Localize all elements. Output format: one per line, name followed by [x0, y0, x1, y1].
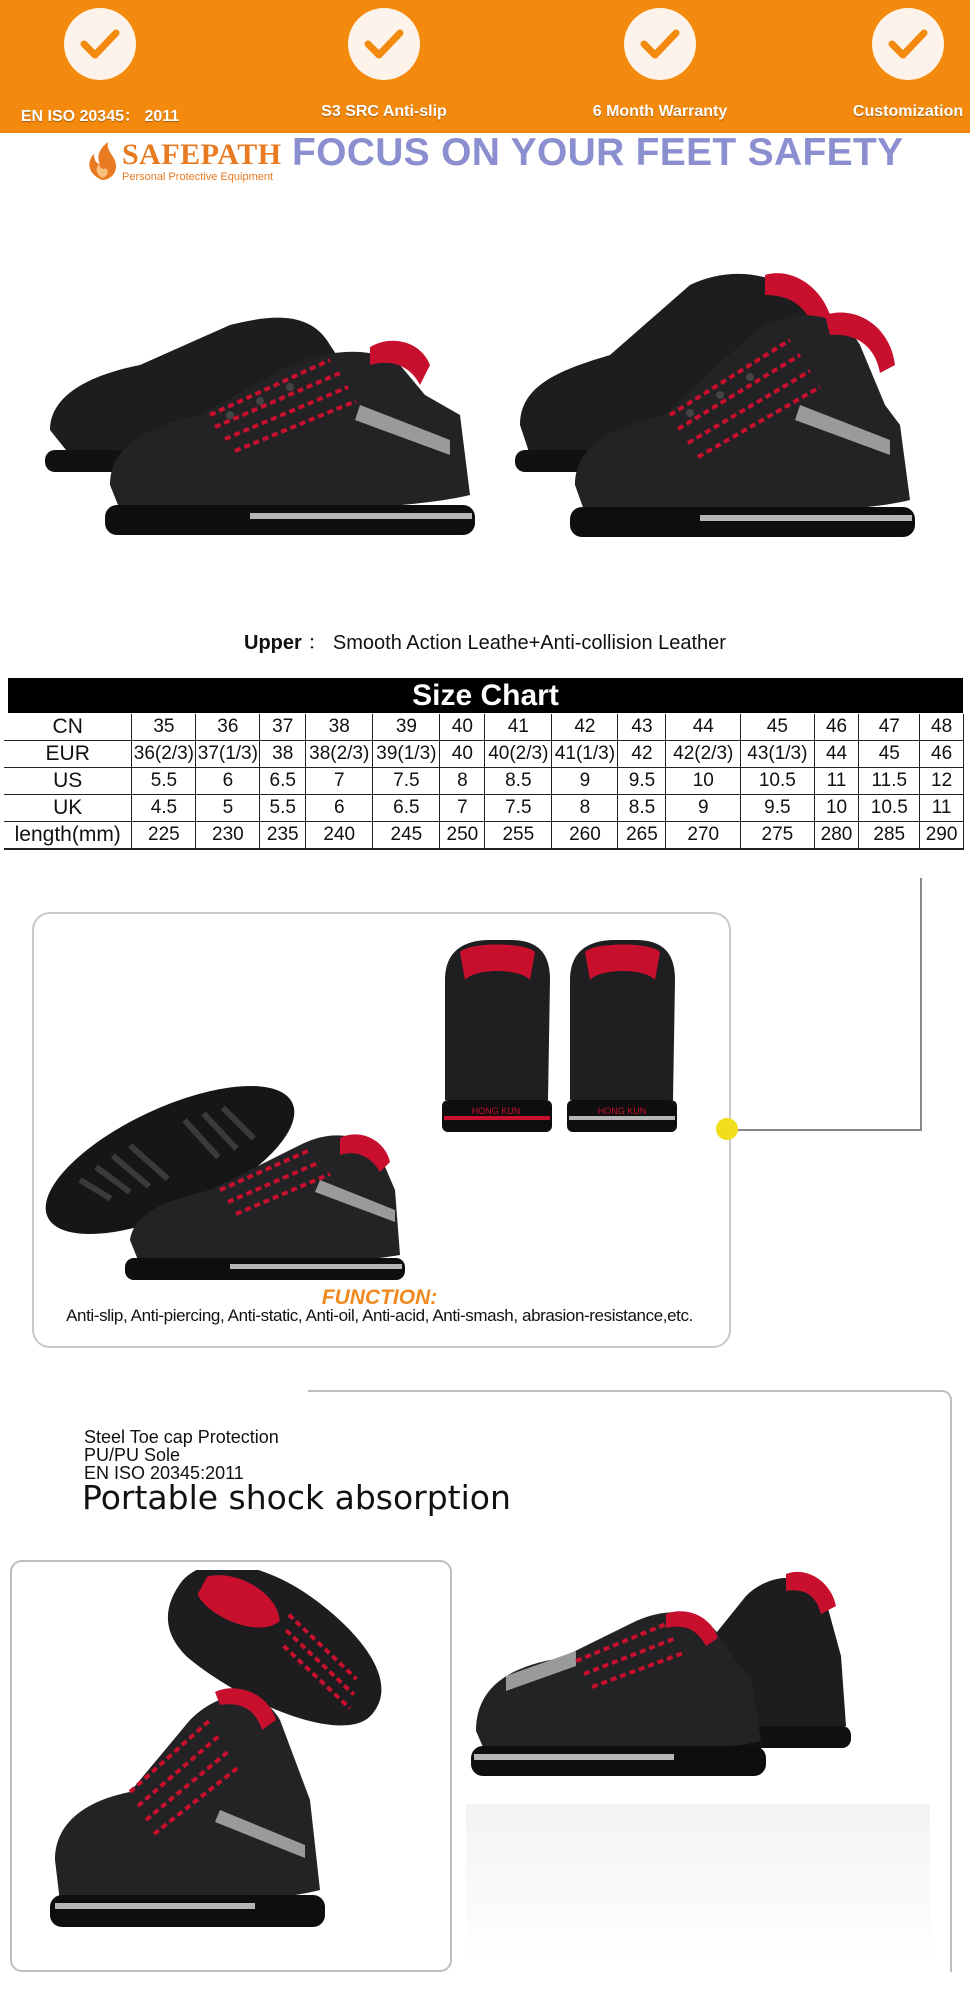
size-cell: 36	[196, 714, 260, 741]
size-cell: 7.5	[485, 795, 552, 822]
brand-tagline: Personal Protective Equipment	[122, 171, 274, 183]
size-cell: 10	[814, 795, 859, 822]
spec-sole: PU/PU Sole	[84, 1445, 181, 1465]
sole-and-shoe-image	[40, 1060, 410, 1290]
size-row-header: EUR	[4, 741, 132, 768]
hero-shoes-image	[30, 255, 950, 585]
specs-headline: Portable shock absorption	[82, 1478, 511, 1517]
size-cell: 6.5	[260, 768, 306, 795]
check-icon	[872, 8, 944, 80]
feature-label: 6 Month Warranty	[592, 103, 728, 120]
feature-label: Customization	[852, 103, 964, 120]
function-title: FUNCTION:	[321, 1286, 438, 1309]
feature-anti-slip	[284, 0, 484, 133]
size-row-header: CN	[4, 714, 132, 741]
brand-name: SAFEPATH	[122, 138, 282, 171]
spec-toe-cap: Steel Toe cap Protection	[84, 1427, 279, 1447]
feature-customization	[808, 0, 970, 133]
size-cell: 255	[485, 822, 552, 850]
size-cell: 290	[920, 822, 964, 850]
size-cell: 42(2/3)	[666, 741, 741, 768]
size-cell: 8.5	[618, 795, 666, 822]
size-row-header: length(mm)	[4, 822, 132, 850]
size-cell: 260	[552, 822, 618, 850]
size-cell: 45	[859, 741, 920, 768]
size-cell: 9.5	[618, 768, 666, 795]
slogan: FOCUS ON YOUR FEET SAFETY	[292, 131, 904, 174]
size-cell: 9.5	[741, 795, 815, 822]
size-cell: 40(2/3)	[485, 741, 552, 768]
size-cell: 35	[132, 714, 196, 741]
size-cell: 7	[440, 795, 485, 822]
size-cell: 4.5	[132, 795, 196, 822]
size-cell: 275	[741, 822, 815, 850]
size-cell: 39	[373, 714, 440, 741]
size-cell: 10.5	[741, 768, 815, 795]
size-cell: 37(1/3)	[196, 741, 260, 768]
check-icon	[624, 8, 696, 80]
size-cell: 39(1/3)	[373, 741, 440, 768]
size-cell: 43(1/3)	[741, 741, 815, 768]
size-cell: 10	[666, 768, 741, 795]
size-cell: 5.5	[132, 768, 196, 795]
size-chart-table	[4, 714, 964, 850]
size-cell: 12	[920, 768, 964, 795]
size-row-eur	[4, 741, 964, 768]
size-cell: 280	[814, 822, 859, 850]
size-cell: 40	[440, 741, 485, 768]
brand-logo	[82, 138, 287, 186]
feature-warranty	[560, 0, 760, 133]
spec-standard: EN ISO 20345:2011	[84, 1463, 244, 1483]
size-cell: 6	[306, 795, 373, 822]
high-top-shoe-image	[30, 1570, 430, 1960]
flame-logo-icon	[82, 140, 122, 182]
size-cell: 46	[920, 741, 964, 768]
size-cell: 240	[306, 822, 373, 850]
size-cell: 5.5	[260, 795, 306, 822]
function-text: Anti-slip, Anti-piercing, Anti-static, Anti-oil, Anti-acid, Anti-smash, abrasion-resistance,etc.	[66, 1306, 693, 1325]
size-cell: 42	[618, 741, 666, 768]
size-row-cn	[4, 714, 964, 741]
size-cell: 6	[196, 768, 260, 795]
size-cell: 47	[859, 714, 920, 741]
size-cell: 7	[306, 768, 373, 795]
size-cell: 37	[260, 714, 306, 741]
size-row-lengthmm	[4, 822, 964, 850]
size-cell: 38	[260, 741, 306, 768]
size-cell: 45	[741, 714, 815, 741]
heel-brand-text: HONG KUN	[471, 1106, 521, 1116]
size-cell: 41(1/3)	[552, 741, 618, 768]
size-row-uk	[4, 795, 964, 822]
shoe-pair-image	[466, 1566, 930, 1806]
size-cell: 265	[618, 822, 666, 850]
size-row-header: UK	[4, 795, 132, 822]
size-cell: 9	[666, 795, 741, 822]
size-cell: 44	[666, 714, 741, 741]
feature-certification	[0, 0, 200, 133]
size-cell: 250	[440, 822, 485, 850]
size-cell: 6.5	[373, 795, 440, 822]
size-cell: 8.5	[485, 768, 552, 795]
size-cell: 245	[373, 822, 440, 850]
size-cell: 7.5	[373, 768, 440, 795]
size-cell: 38	[306, 714, 373, 741]
size-cell: 9	[552, 768, 618, 795]
size-cell: 5	[196, 795, 260, 822]
size-cell: 8	[552, 795, 618, 822]
size-cell: 10.5	[859, 795, 920, 822]
size-cell: 36(2/3)	[132, 741, 196, 768]
size-cell: 43	[618, 714, 666, 741]
size-cell: 38(2/3)	[306, 741, 373, 768]
feature-label: EN ISO 20345： 2011	[20, 108, 180, 125]
size-cell: 285	[859, 822, 920, 850]
heel-brand-text: HONG KUN	[597, 1106, 647, 1116]
connector-line	[920, 878, 922, 1130]
size-cell: 11.5	[859, 768, 920, 795]
size-cell: 230	[196, 822, 260, 850]
upper-label: Upper	[244, 632, 302, 654]
reflection-area	[466, 1804, 930, 1964]
size-chart-title: Size Chart	[8, 678, 963, 713]
size-cell: 11	[814, 768, 859, 795]
size-cell: 270	[666, 822, 741, 850]
size-row-us	[4, 768, 964, 795]
size-row-header: US	[4, 768, 132, 795]
upper-material	[0, 626, 970, 655]
check-icon	[64, 8, 136, 80]
size-cell: 44	[814, 741, 859, 768]
size-cell: 40	[440, 714, 485, 741]
size-cell: 11	[920, 795, 964, 822]
upper-value: ： Smooth Action Leathe+Anti-collision Leather	[307, 632, 726, 654]
size-cell: 41	[485, 714, 552, 741]
size-cell: 46	[814, 714, 859, 741]
size-cell: 8	[440, 768, 485, 795]
check-icon	[348, 8, 420, 80]
size-cell: 42	[552, 714, 618, 741]
connector-dot	[716, 1118, 738, 1140]
feature-banner	[0, 0, 970, 133]
size-cell: 225	[132, 822, 196, 850]
connector-line	[730, 1129, 922, 1131]
feature-label: S3 SRC Anti-slip	[321, 103, 447, 120]
heel-view-image	[430, 940, 688, 1140]
size-cell: 235	[260, 822, 306, 850]
size-cell: 48	[920, 714, 964, 741]
